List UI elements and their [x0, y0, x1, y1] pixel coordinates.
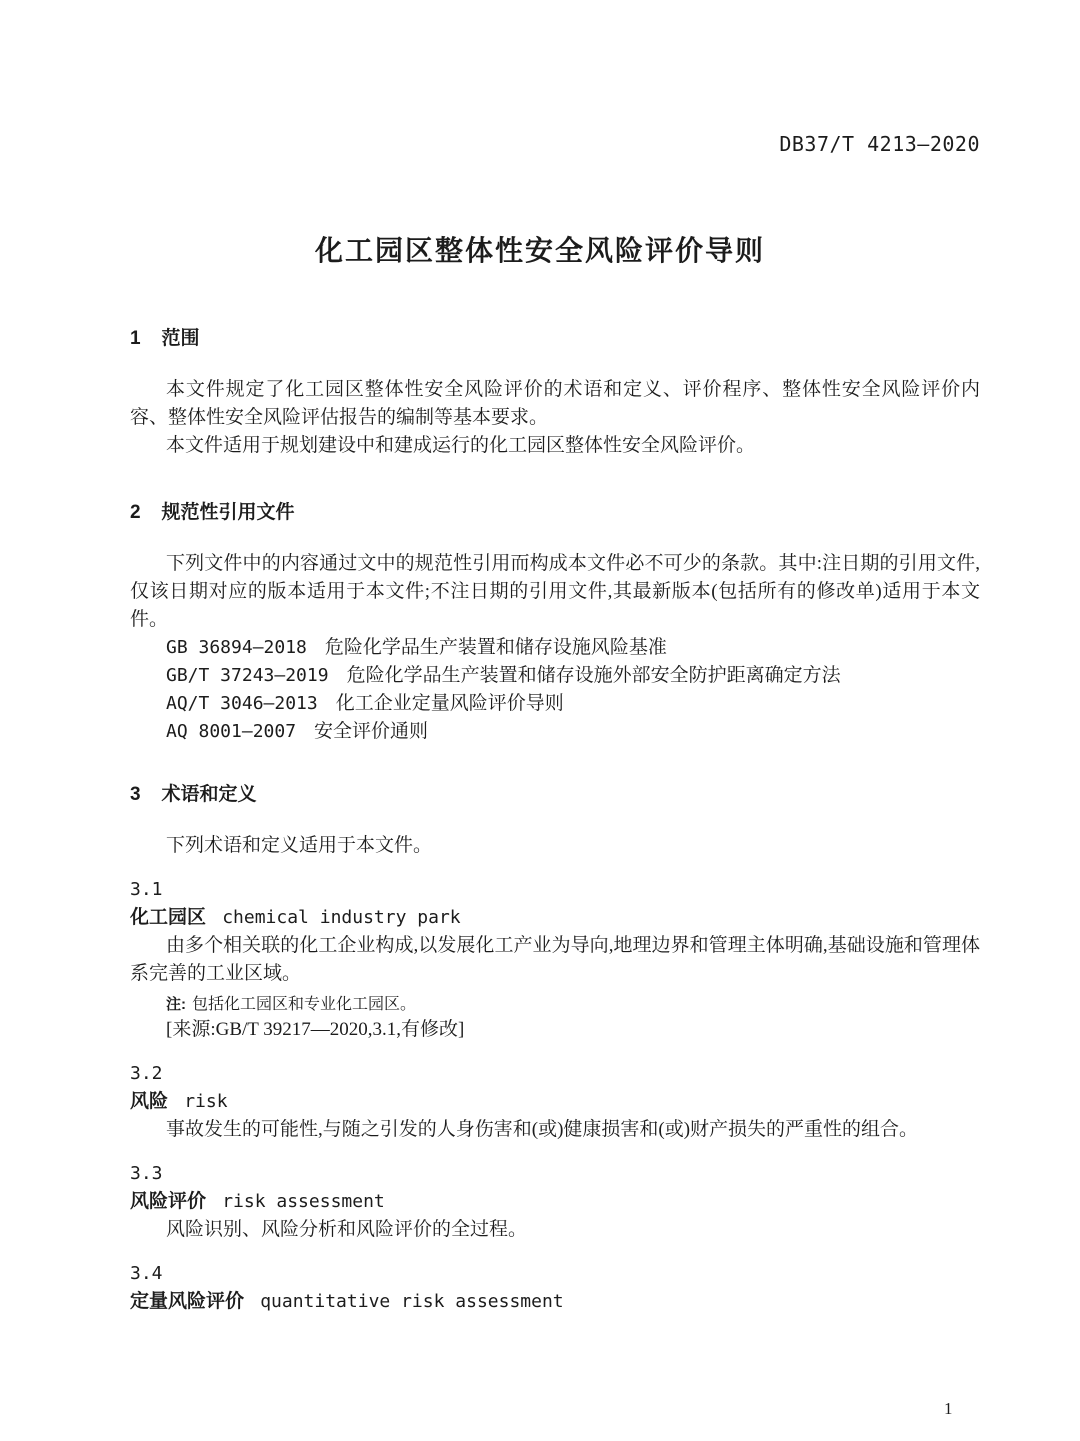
reference-title: 危险化学品生产装置和储存设施外部安全防护距离确定方法 [346, 665, 841, 686]
term-line [130, 1188, 980, 1216]
document-title: 化工园区整体性安全风险评价导则 [314, 235, 765, 266]
normative-reference [130, 690, 980, 718]
note-text: 包括化工园区和专业化工园区。 [192, 996, 417, 1013]
term-number: 3.4 [130, 1263, 163, 1284]
term-source: [来源:GB/T 39217—2020,3.1,有修改] [166, 1019, 465, 1040]
term-line [130, 1288, 980, 1316]
term-zh: 定量风险评价 [130, 1291, 245, 1312]
term-definition: 由多个相关联的化工企业构成,以发展化工产业为导向,地理边界和管理主体明确,基础设施和管理体系完善的工业区域。 [130, 935, 980, 984]
section-3-body [130, 832, 980, 1316]
reference-code: GB 36894—2018 [166, 637, 307, 658]
refs-intro-paragraph: 下列文件中的内容通过文中的规范性引用而构成本文件必不可少的条款。其中:注日期的引用文件,仅该日期对应的版本适用于本文件;不注日期的引用文件,其最新版本(包括所有的修改单)适用于本文件。 [130, 553, 980, 630]
reference-title: 危险化学品生产装置和储存设施风险基准 [324, 637, 667, 658]
normative-reference [130, 634, 980, 662]
normative-reference [130, 662, 980, 690]
section-1-title: 范围 [161, 328, 200, 349]
term-en: quantitative risk assessment [260, 1291, 564, 1312]
term-zh: 化工园区 [130, 907, 207, 928]
standard-code: DB37/T 4213—2020 [779, 132, 980, 156]
term-number: 3.3 [130, 1163, 163, 1184]
term-definition: 事故发生的可能性,与随之引发的人身伤害和(或)健康损害和(或)财产损失的严重性的组合。 [166, 1119, 919, 1140]
section-3-heading [130, 782, 980, 808]
term-en: chemical industry park [222, 907, 461, 928]
term-line [130, 1088, 980, 1116]
term-number: 3.1 [130, 879, 163, 900]
section-2-title: 规范性引用文件 [161, 502, 295, 523]
section-3-title: 术语和定义 [161, 784, 257, 805]
section-3-number: 3 [130, 784, 141, 805]
section-2-body [130, 550, 980, 746]
term-note [166, 994, 980, 1016]
section-1-heading [130, 326, 980, 352]
reference-code: AQ/T 3046—2013 [166, 693, 318, 714]
term-line [130, 904, 980, 932]
reference-title: 安全评价通则 [314, 721, 429, 742]
term-zh: 风险评价 [130, 1191, 207, 1212]
scope-paragraph-2: 本文件适用于规划建设中和建成运行的化工园区整体性安全风险评价。 [166, 435, 756, 456]
term-number: 3.2 [130, 1063, 163, 1084]
reference-code: AQ 8001—2007 [166, 721, 297, 742]
reference-title: 化工企业定量风险评价导则 [335, 693, 564, 714]
term-definition: 风险识别、风险分析和风险评价的全过程。 [166, 1219, 528, 1240]
term-en: risk assessment [222, 1191, 385, 1212]
reference-code: GB/T 37243—2019 [166, 665, 329, 686]
section-2-heading [130, 500, 980, 526]
note-label: 注: [166, 996, 186, 1013]
section-1-body [130, 376, 980, 460]
scope-paragraph-1: 本文件规定了化工园区整体性安全风险评价的术语和定义、评价程序、整体性安全风险评价内容、整体性安全风险评估报告的编制等基本要求。 [130, 379, 980, 428]
term-zh: 风险 [130, 1091, 169, 1112]
section-1-number: 1 [130, 328, 141, 349]
normative-reference [130, 718, 980, 746]
page-number: 1 [944, 1399, 953, 1418]
terms-intro-paragraph: 下列术语和定义适用于本文件。 [166, 835, 433, 856]
term-en: risk [184, 1091, 228, 1112]
section-2-number: 2 [130, 502, 141, 523]
